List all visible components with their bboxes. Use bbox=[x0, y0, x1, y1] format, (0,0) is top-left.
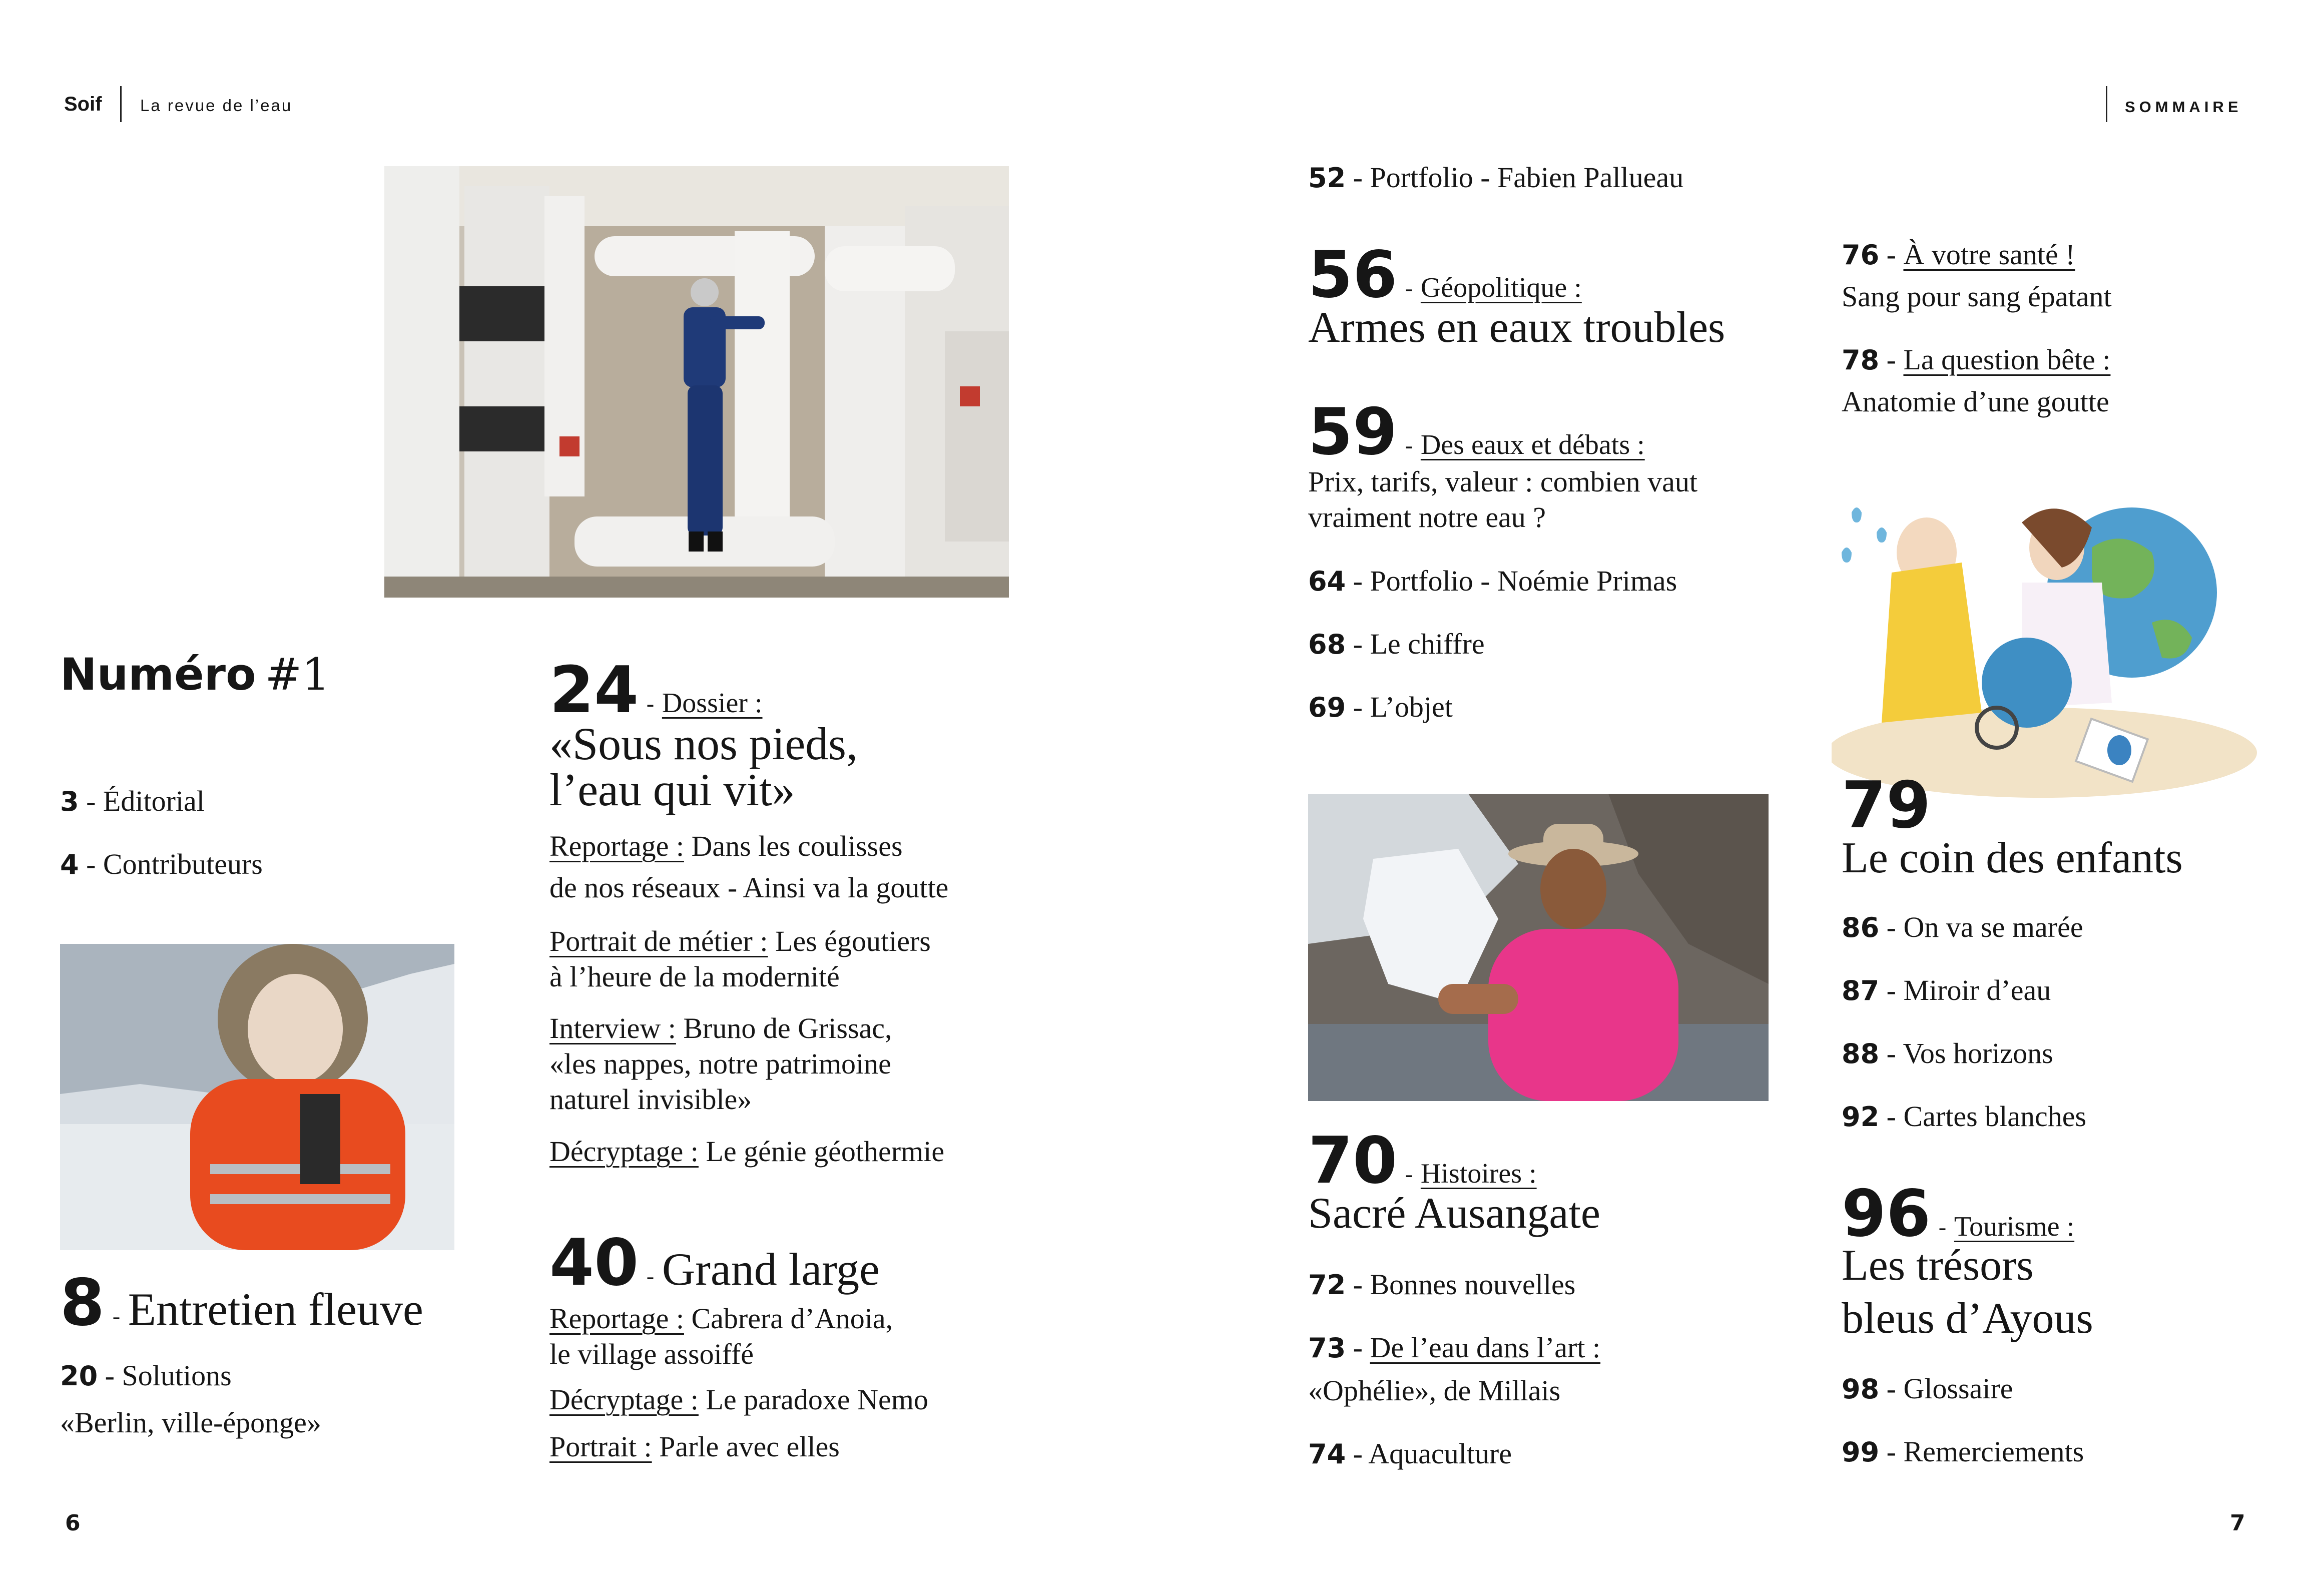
debats-text-line1: Prix, tarifs, valeur : combien vaut bbox=[1308, 465, 1697, 498]
separator: - bbox=[1879, 1100, 1904, 1133]
debats-text bbox=[1308, 464, 1697, 536]
separator: - bbox=[79, 848, 103, 880]
toc-item-number: 69 bbox=[1308, 692, 1346, 723]
separator: - bbox=[79, 785, 103, 817]
separator: - bbox=[1879, 1037, 1903, 1070]
separator: - bbox=[1879, 1435, 1904, 1468]
histoires-number: 70 bbox=[1308, 1124, 1398, 1198]
toc-item-title: Cartes blanches bbox=[1903, 1100, 2087, 1133]
toc-item-title: Remerciements bbox=[1903, 1435, 2084, 1468]
photo-andean-ice bbox=[1308, 794, 1769, 1101]
section-title: SOMMAIRE bbox=[2125, 98, 2242, 116]
dossier-title-line1: «Sous nos pieds, bbox=[549, 718, 858, 769]
toc-item-number: 78 bbox=[1842, 344, 1880, 376]
toc-item-number: 87 bbox=[1842, 975, 1880, 1006]
grand-large-title: Grand large bbox=[662, 1244, 880, 1295]
entry-label: Portrait : bbox=[549, 1430, 652, 1463]
separator: - bbox=[98, 1359, 122, 1392]
separator: - bbox=[1346, 1437, 1369, 1470]
entry-label: Interview : bbox=[549, 1012, 676, 1044]
dossier-number: 24 bbox=[549, 653, 639, 728]
histoires-label: Histoires : bbox=[1420, 1158, 1537, 1189]
feature-title: Entretien fleuve bbox=[128, 1284, 423, 1335]
toc-item-20-subtitle: «Berlin, ville-éponge» bbox=[60, 1406, 321, 1439]
entry-text-line2: le village assoiffé bbox=[549, 1337, 754, 1370]
toc-item-64[interactable] bbox=[1308, 564, 1677, 599]
grand-large-entry-reportage[interactable] bbox=[549, 1301, 893, 1372]
toc-item-title: Bonnes nouvelles bbox=[1370, 1268, 1576, 1301]
toc-dossier-24[interactable] bbox=[549, 653, 763, 728]
entry-text: Le génie géothermie bbox=[706, 1135, 945, 1168]
dossier-entry-decryptage[interactable] bbox=[549, 1134, 944, 1170]
dossier-label: Dossier : bbox=[662, 688, 763, 719]
entry-text: Les égoutiers bbox=[775, 925, 931, 957]
toc-item-title: On va se marée bbox=[1903, 911, 2083, 943]
toc-item-title: Contributeurs bbox=[103, 848, 263, 880]
page-number-right: 7 bbox=[2230, 1510, 2245, 1536]
dossier-entry-portrait-metier[interactable] bbox=[549, 924, 931, 995]
separator: - bbox=[1346, 1268, 1370, 1301]
toc-item-78[interactable] bbox=[1842, 342, 2110, 377]
toc-item-number: 74 bbox=[1308, 1438, 1346, 1470]
debats-label: Des eaux et débats : bbox=[1420, 429, 1645, 460]
page-number-left: 6 bbox=[65, 1510, 81, 1536]
toc-item-title: Solutions bbox=[122, 1359, 232, 1392]
illustration-kids-globe bbox=[1832, 492, 2262, 813]
entry-text: Parle avec elles bbox=[659, 1430, 840, 1463]
toc-geo-56[interactable] bbox=[1308, 238, 1582, 312]
photo-arctic-explorer bbox=[60, 944, 454, 1250]
separator: - bbox=[1879, 974, 1904, 1006]
header-rule-left bbox=[120, 86, 122, 122]
toc-item-72[interactable] bbox=[1308, 1267, 1575, 1302]
toc-item-87[interactable] bbox=[1842, 973, 2051, 1008]
photo-pipes-technician bbox=[384, 166, 1009, 598]
separator: - bbox=[1346, 628, 1370, 660]
toc-item-title: Portfolio - Fabien Pallueau bbox=[1370, 161, 1684, 194]
separator: - bbox=[639, 1263, 662, 1291]
geo-number: 56 bbox=[1308, 238, 1398, 312]
debats-text-line2: vraiment notre eau ? bbox=[1308, 500, 1546, 534]
dossier-title-line2: l’eau qui vit» bbox=[549, 764, 795, 815]
grand-large-entry-decryptage[interactable] bbox=[549, 1382, 928, 1418]
issue-number-heading bbox=[60, 649, 330, 700]
separator: - bbox=[105, 1303, 128, 1331]
entry-text: Dans les coulisses bbox=[691, 830, 903, 862]
toc-item-number: 92 bbox=[1842, 1101, 1880, 1133]
issue-num: #1 bbox=[265, 649, 330, 700]
header-tagline: La revue de l’eau bbox=[140, 96, 293, 115]
toc-item-4[interactable] bbox=[60, 847, 263, 882]
feature-number: 8 bbox=[60, 1266, 105, 1340]
separator: - bbox=[1397, 432, 1421, 460]
toc-feature-8[interactable] bbox=[60, 1266, 423, 1340]
toc-item-99[interactable] bbox=[1842, 1434, 2084, 1469]
separator: - bbox=[639, 690, 662, 718]
tourisme-number: 96 bbox=[1842, 1177, 1931, 1251]
separator: - bbox=[1346, 691, 1370, 723]
toc-item-74[interactable] bbox=[1308, 1436, 1512, 1471]
toc-item-title: L’objet bbox=[1370, 691, 1453, 723]
toc-item-title: Vos horizons bbox=[1903, 1037, 2053, 1070]
tourisme-title-line1: Les trésors bbox=[1842, 1241, 2034, 1290]
toc-item-98[interactable] bbox=[1842, 1371, 2013, 1406]
toc-item-number: 72 bbox=[1308, 1269, 1346, 1301]
entry-label: Reportage : bbox=[549, 1302, 684, 1335]
toc-item-52[interactable] bbox=[1308, 160, 1683, 195]
toc-item-number: 52 bbox=[1308, 162, 1346, 194]
grand-large-entry-portrait[interactable] bbox=[549, 1429, 840, 1465]
brand-logo: Soif bbox=[64, 93, 102, 115]
toc-item-69[interactable] bbox=[1308, 690, 1453, 725]
entry-label: Décryptage : bbox=[549, 1135, 699, 1168]
toc-item-number: 64 bbox=[1308, 566, 1346, 597]
toc-item-3[interactable] bbox=[60, 784, 205, 819]
toc-item-number: 98 bbox=[1842, 1373, 1880, 1405]
separator: - bbox=[1397, 1161, 1421, 1189]
debats-number: 59 bbox=[1308, 395, 1398, 469]
toc-item-number: 99 bbox=[1842, 1436, 1880, 1468]
histoires-title: Sacré Ausangate bbox=[1308, 1189, 1600, 1238]
toc-item-title: Glossaire bbox=[1903, 1372, 2013, 1405]
grand-large-number: 40 bbox=[549, 1226, 639, 1300]
entry-text: Le paradoxe Nemo bbox=[706, 1383, 928, 1416]
geo-title: Armes en eaux troubles bbox=[1308, 303, 1725, 352]
toc-item-73-subtitle: «Ophélie», de Millais bbox=[1308, 1374, 1561, 1407]
separator: - bbox=[1879, 911, 1904, 943]
separator: - bbox=[1879, 343, 1904, 376]
toc-item-92[interactable] bbox=[1842, 1099, 2086, 1134]
toc-item-78-subtitle: Anatomie d’une goutte bbox=[1842, 385, 2109, 418]
toc-item-76[interactable] bbox=[1842, 237, 2075, 272]
toc-item-number: 20 bbox=[60, 1360, 98, 1392]
separator: - bbox=[1346, 1331, 1370, 1364]
toc-item-number: 76 bbox=[1842, 239, 1880, 271]
toc-item-label: À votre santé ! bbox=[1903, 238, 2075, 271]
toc-item-88[interactable] bbox=[1842, 1036, 2053, 1071]
toc-item-20[interactable] bbox=[60, 1358, 232, 1393]
entry-text: Cabrera d’Anoia, bbox=[691, 1302, 893, 1335]
toc-item-76-subtitle: Sang pour sang épatant bbox=[1842, 280, 2112, 313]
toc-item-number: 68 bbox=[1308, 629, 1346, 660]
separator: - bbox=[1346, 565, 1370, 597]
toc-item-68[interactable] bbox=[1308, 627, 1485, 662]
toc-tourisme-96[interactable] bbox=[1842, 1177, 2075, 1251]
toc-item-title: Portfolio - Noémie Primas bbox=[1370, 565, 1677, 597]
toc-debats-59[interactable] bbox=[1308, 395, 1645, 469]
separator: - bbox=[1397, 275, 1421, 303]
entry-label: Décryptage : bbox=[549, 1383, 699, 1416]
toc-item-86[interactable] bbox=[1842, 910, 2083, 945]
geo-label: Géopolitique : bbox=[1420, 272, 1582, 303]
toc-item-number: 3 bbox=[60, 786, 79, 817]
toc-grand-large-40[interactable] bbox=[549, 1226, 880, 1300]
header-rule-right bbox=[2106, 86, 2107, 122]
toc-item-number: 86 bbox=[1842, 912, 1880, 943]
enfants-number[interactable]: 79 bbox=[1842, 768, 1931, 843]
separator: - bbox=[1346, 161, 1370, 194]
toc-item-label: La question bête : bbox=[1903, 343, 2111, 376]
dossier-entry-interview[interactable] bbox=[549, 1011, 892, 1117]
toc-histoires-70[interactable] bbox=[1308, 1124, 1537, 1198]
dossier-entry-reportage[interactable] bbox=[549, 829, 948, 906]
separator: - bbox=[1931, 1214, 1954, 1242]
entry-text-line2: de nos réseaux - Ainsi va la goutte bbox=[549, 871, 949, 904]
tourisme-title-line2: bleus d’Ayous bbox=[1842, 1294, 2093, 1343]
entry-text: Bruno de Grissac, bbox=[683, 1012, 892, 1044]
entry-text-line2: «les nappes, notre patrimoine bbox=[549, 1047, 891, 1080]
separator: - bbox=[1879, 238, 1904, 271]
toc-item-number: 88 bbox=[1842, 1038, 1880, 1070]
toc-item-number: 73 bbox=[1308, 1332, 1346, 1364]
toc-item-title: Aquaculture bbox=[1368, 1437, 1512, 1470]
entry-label: Reportage : bbox=[549, 830, 684, 862]
enfants-title: Le coin des enfants bbox=[1842, 834, 2183, 882]
entry-label: Portrait de métier : bbox=[549, 925, 768, 957]
separator: - bbox=[1879, 1372, 1904, 1405]
toc-item-title: Éditorial bbox=[103, 785, 205, 817]
toc-item-title: Le chiffre bbox=[1370, 628, 1485, 660]
entry-text-line3: naturel invisible» bbox=[549, 1083, 752, 1116]
toc-item-label: De l’eau dans l’art : bbox=[1370, 1331, 1601, 1364]
toc-item-number: 4 bbox=[60, 849, 79, 880]
tourisme-label: Tourisme : bbox=[1954, 1211, 2075, 1242]
issue-word: Numéro bbox=[60, 649, 256, 700]
entry-text-line2: à l’heure de la modernité bbox=[549, 960, 840, 993]
toc-item-73[interactable] bbox=[1308, 1330, 1600, 1365]
toc-item-title: Miroir d’eau bbox=[1903, 974, 2051, 1006]
